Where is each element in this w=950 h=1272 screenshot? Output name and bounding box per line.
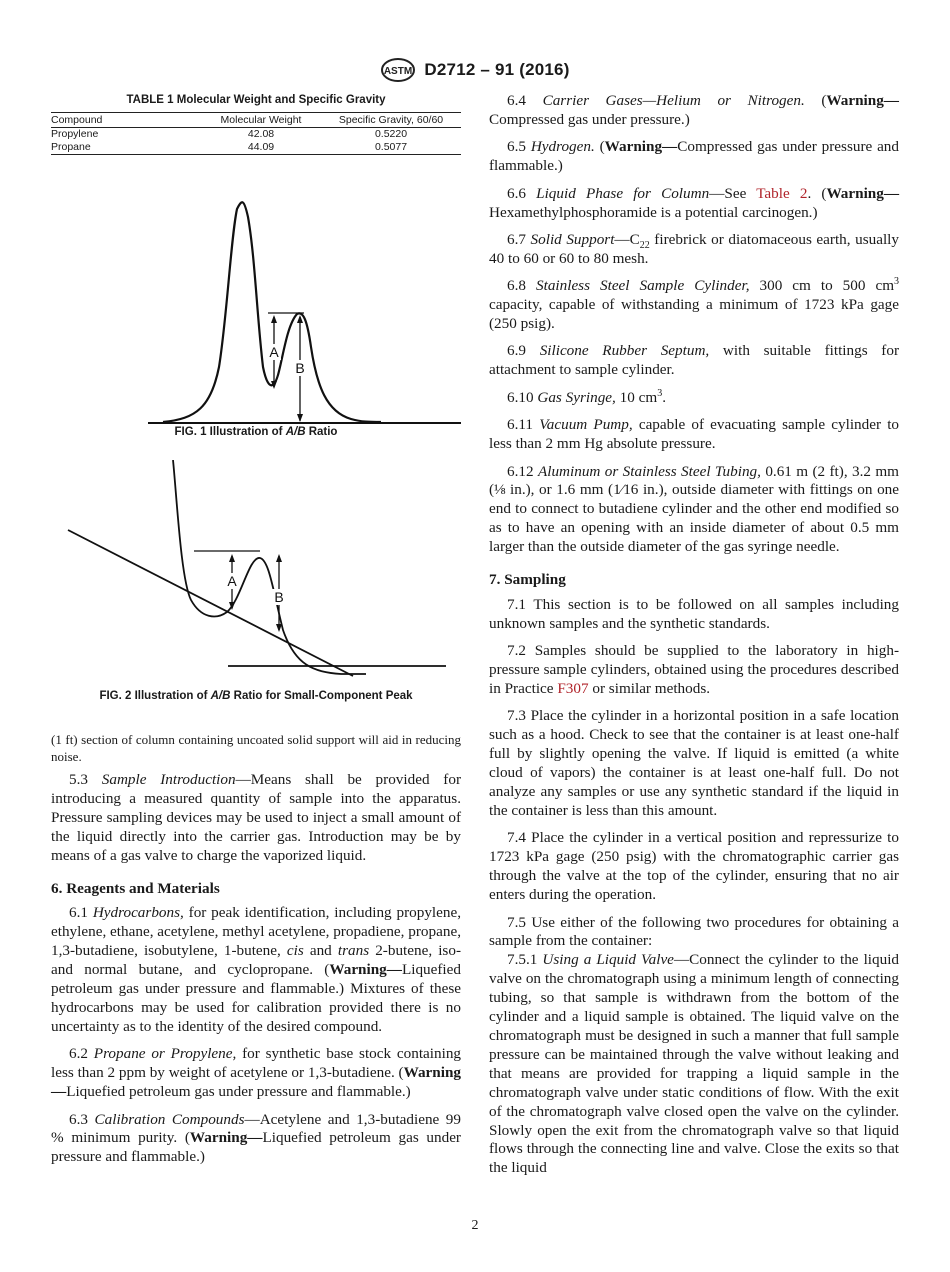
page-header — [0, 56, 950, 84]
warning-label: Warning— — [329, 961, 402, 979]
label-b: B — [295, 360, 305, 376]
figure-2-caption — [51, 690, 461, 702]
section-body: 10 cm — [615, 388, 658, 406]
paragraph-6-1 — [51, 904, 461, 1036]
section-title: Calibration Compounds — [94, 1110, 245, 1128]
paragraph-7-5: 7.5 Use either of the following two procedures for obtaining a sample from the container: — [489, 913, 899, 950]
paragraph-continued: (1 ft) section of column containing uncoated solid support will aid in reducing noise. — [51, 732, 461, 764]
label-a: A — [227, 573, 237, 589]
section-body: Liquefied petroleum gas under pressure and flammable.) Mixtures of these hydrocarbons may be used for calibration provided there is no uncertainty as to the identity of the desired compound. — [51, 961, 461, 1035]
paragraph-6-8 — [489, 277, 899, 334]
figure-1-caption — [51, 426, 461, 438]
table-cell: 0.5077 — [321, 141, 461, 155]
section-number: 6.3 — [69, 1110, 95, 1128]
column-header: Specific Gravity, 60/60 — [321, 113, 461, 128]
section-title: Hydrogen. — [530, 138, 595, 156]
section-title: Hydrocarbons, — [92, 904, 184, 922]
section-body: Hexamethylphosphoramide is a potential carcinogen.) — [489, 203, 818, 221]
paragraph-7-2 — [489, 642, 899, 699]
paragraph-6-3 — [51, 1111, 461, 1168]
caption-italic: A/B — [210, 690, 231, 702]
svg-text:ASTM: ASTM — [384, 66, 413, 77]
section-number: 6.1 — [69, 904, 93, 922]
paragraph-6-7 — [489, 231, 899, 269]
section-body: . ( — [807, 184, 827, 202]
section-number: 6.5 — [507, 138, 531, 156]
practice-f307-link[interactable]: F307 — [557, 680, 589, 698]
italic-term: cis — [286, 942, 304, 960]
warning-label: Warning— — [826, 184, 900, 202]
section-body: for synthetic base stock containing less than 2 ppm by weight of acetylene or 1,3-butadiene. ( — [51, 1045, 462, 1082]
section-number: 6.11 — [507, 416, 540, 434]
section-title: Vacuum Pump, — [539, 416, 633, 434]
section-body: capacity, capable of withstanding a minimum of 1723 kPa gage (250 psig). — [489, 296, 899, 333]
label-a: A — [269, 344, 279, 360]
paragraph-7-1: 7.1 This section is to be followed on all samples including unknown samples and the synthetic standards. — [489, 595, 899, 632]
table-cell: Propylene — [51, 128, 99, 140]
section-body: —Means shall be provided for introducing a measured quantity of sample into the apparatus. Pressure sampling devices may be used to inject a small amount of the liquid directly into the carrier gas. Introduction may be by means of a gas valve to charge the vaporized liquid. — [51, 771, 462, 864]
astm-logo-icon — [380, 56, 416, 84]
paragraph-6-10 — [489, 389, 899, 408]
warning-label: Warning— — [51, 1064, 461, 1101]
section-body: —C — [614, 230, 640, 248]
warning-label: Warning— — [189, 1129, 263, 1147]
warning-label: Warning— — [826, 92, 899, 109]
figure-2-ab-ratio-small-component — [51, 460, 461, 685]
warning-label: Warning— — [604, 138, 678, 156]
section-body: Liquefied petroleum gas under pressure and flammable.) — [51, 1129, 461, 1166]
superscript: 3 — [657, 387, 663, 399]
document-designation: D2712 – 91 (2016) — [424, 60, 570, 79]
section-number: 6.6 — [507, 184, 537, 202]
left-column — [51, 92, 462, 1166]
right-column — [489, 92, 899, 1187]
molecular-weight-table — [51, 112, 461, 155]
paragraph-6-11 — [489, 416, 899, 454]
section-body: Compressed gas under pressure.) — [489, 110, 690, 128]
paragraph-6-6 — [489, 185, 899, 223]
caption-text: FIG. 1 Illustration of — [174, 426, 286, 438]
table-cell: 42.08 — [247, 128, 275, 140]
paragraph-5-3 — [51, 771, 461, 866]
paragraph-7-4: 7.4 Place the cylinder in a vertical position and repressurize to 1723 kPa gage (250 psig) with the chromatographic carrier gas through the valve at the top of the cylinder, ensuring that no air enters during the operation. — [489, 829, 899, 904]
section-body: for peak identification, including propylene, ethylene, ethane, acetylene, methyl acetylene, propadiene, propane, 1,3-butadiene, isobutylene, 1-butene, — [51, 904, 462, 960]
section-body: 0.61 m (2 ft), 3.2 mm (⅛ in.), or 1.6 mm (1⁄16 in.), outside diameter with fittings on one end to connect to butadiene cylinder and the other end modified so as to have an opening with an inside diameter of about 0.5 mm larger than the outside diameter of the gas syringe needle. — [489, 462, 899, 556]
section-title: Aluminum or Stainless Steel Tubing, — [537, 462, 761, 480]
section-number: 6.10 — [507, 388, 538, 406]
section-body: 7.2 Samples should be supplied to the laboratory in high-pressure sample cylinders, obtained using the procedures described in Practice — [489, 642, 899, 698]
section-number: 6.2 — [69, 1045, 94, 1063]
section-body: 2-butene, iso- and normal butane, and cyclopropane. ( — [51, 942, 461, 979]
caption-text: Ratio — [305, 426, 338, 438]
section-body: —Connect the cylinder to the liquid valve on the chromatograph using a minimum length of connecting tubing, so that sample is withdrawn from the bottom of the cylinder and a liquid sample is obtained. The liquid valve on the chromatograph must be designed in such a manner that full sample pressure can be maintained through the valve without leaking and that means are provided for trapping a liquid sample in the chromatograph valve under static conditions of flow. With the exit of the chromatograph valve closed open the valve on the cylinder. Slowly open the exit from the chromatograph valve so that liquid flows through the connecting line and valve. Close the exits so that the liquid — [489, 951, 900, 1177]
section-number: 6.4 — [507, 92, 543, 109]
table-2-link[interactable]: Table 2 — [756, 184, 808, 202]
section-title: Solid Support — [530, 230, 615, 248]
heading-reagents-and-materials: 6. Reagents and Materials — [51, 879, 220, 897]
section-body: —See — [709, 184, 757, 202]
table-cell: 0.5220 — [374, 128, 408, 140]
caption-text: FIG. 2 Illustration of — [99, 690, 211, 702]
paragraph-6-4 — [489, 92, 899, 130]
section-number: 6.8 — [507, 277, 536, 295]
caption-italic: A/B — [285, 426, 306, 438]
section-body: or similar methods. — [588, 680, 711, 698]
section-body: with suitable fittings for attachment to sample cylinder. — [489, 342, 900, 379]
paragraph-6-5 — [489, 138, 899, 176]
superscript: 3 — [894, 276, 900, 288]
section-title: Carrier Gases—Helium or Nitrogen. — [542, 92, 805, 109]
table-row — [51, 141, 461, 155]
section-number: 6.12 — [507, 462, 538, 480]
caption-text: Ratio for Small-Component Peak — [230, 690, 413, 702]
section-body: 300 cm to 500 cm — [749, 277, 895, 295]
heading-sampling: 7. Sampling — [489, 571, 566, 589]
section-body: Compressed gas under pressure and flammable.) — [489, 138, 899, 175]
section-body: firebrick or diatomaceous earth, usually 40 to 60 or 60 to 80 mesh. — [489, 230, 899, 267]
column-header: Compound — [51, 113, 201, 128]
section-body: . — [662, 388, 666, 406]
italic-term: trans — [337, 942, 370, 960]
section-title: Liquid Phase for Column — [536, 184, 710, 202]
section-title: Propane or Propylene, — [93, 1045, 237, 1063]
section-body: ( — [804, 92, 827, 109]
subscript: 22 — [639, 239, 650, 251]
section-body: —Acetylene and 1,3-butadiene 99 % minimum purity. ( — [51, 1110, 461, 1147]
section-body: Liquefied petroleum gas under pressure and flammable.) — [66, 1083, 411, 1101]
paragraph-6-9 — [489, 342, 899, 380]
section-title: Gas Syringe, — [537, 388, 616, 406]
column-header: Molecular Weight — [201, 113, 321, 128]
left-column-body — [51, 732, 461, 1176]
table-cell: 44.09 — [201, 141, 321, 155]
section-number: 6.7 — [507, 230, 531, 248]
page-number: 2 — [471, 1218, 479, 1233]
section-body: ( — [594, 138, 605, 156]
paragraph-6-12 — [489, 463, 899, 558]
figure-1-ab-ratio — [51, 197, 461, 427]
table-cell: Propane — [51, 141, 201, 155]
section-number: 5.3 — [69, 771, 102, 788]
section-number: 6.9 — [507, 342, 540, 360]
table-row — [51, 128, 461, 142]
paragraph-7-3: 7.3 Place the cylinder in a horizontal position in a safe location such as a hood. Check to see that the container is at least one-half full by slightly opening the valve. If liquid is emitted (a white cloud of vapors) the container is at least one-half full. Do not analyze any samples or use any synthetic standard if the liquid in the container is less than this amount. — [489, 707, 899, 819]
section-number: 7.5.1 — [507, 951, 543, 969]
section-body: and — [303, 942, 338, 960]
section-body: capable of evacuating sample cylinder to less than 2 mm Hg absolute pressure. — [489, 416, 900, 453]
table-title: TABLE 1 Molecular Weight and Specific Gravity — [126, 94, 386, 106]
table-header-row — [51, 113, 461, 128]
section-title: Using a Liquid Valve — [542, 951, 674, 969]
section-title: Stainless Steel Sample Cylinder, — [536, 277, 750, 295]
paragraph-7-5-1 — [489, 951, 899, 1178]
section-title: Silicone Rubber Septum, — [539, 342, 710, 360]
section-title: Sample Introduction — [101, 771, 236, 788]
label-b: B — [274, 589, 284, 605]
paragraph-6-2 — [51, 1045, 461, 1102]
